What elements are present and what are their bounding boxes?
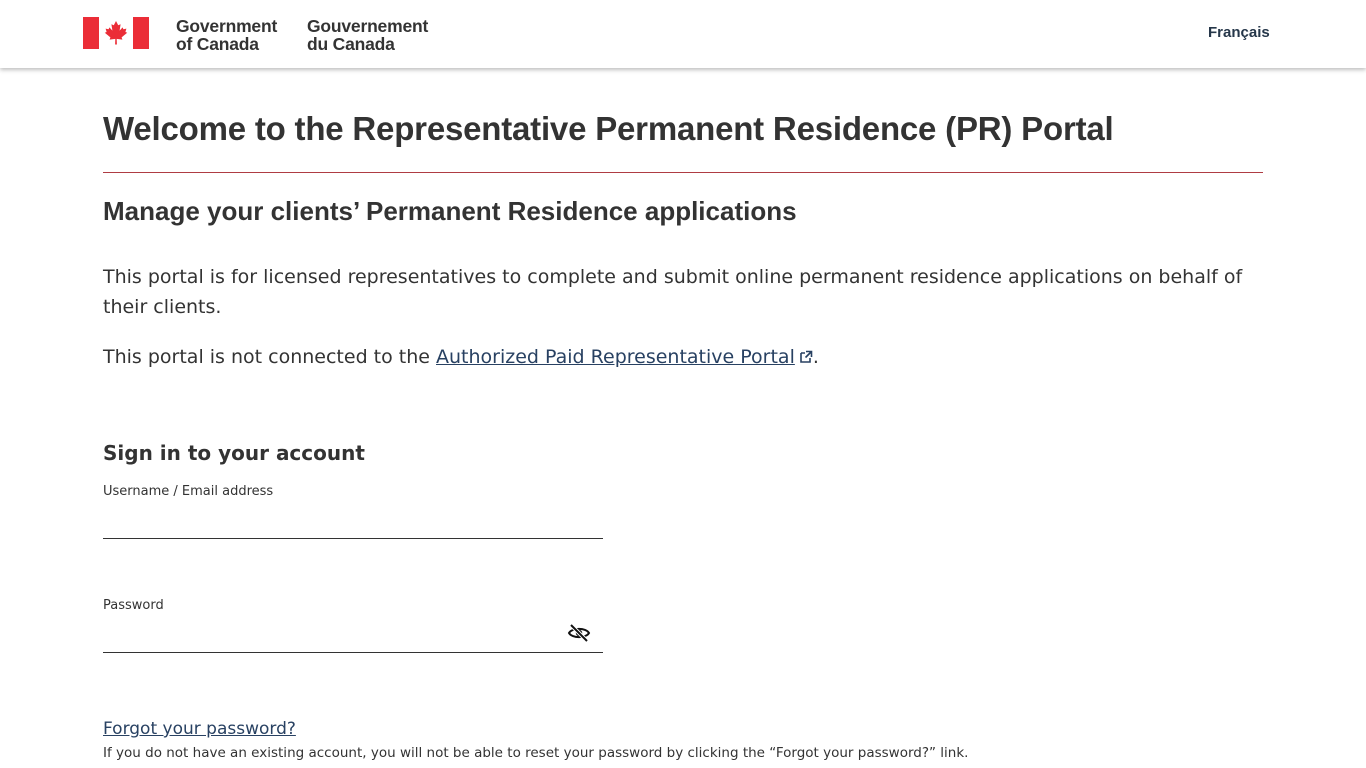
password-label: Password	[103, 598, 164, 613]
wordmark-fr-line1: Gouvernement	[307, 16, 429, 36]
section-title: Manage your clients’ Permanent Residence applications	[103, 196, 797, 226]
external-link-icon	[799, 350, 813, 364]
sign-in-heading: Sign in to your account	[103, 441, 365, 465]
title-divider	[103, 172, 1263, 173]
language-toggle-link[interactable]: Français	[1208, 24, 1270, 41]
apr-link-text: Authorized Paid Representative Portal	[436, 346, 795, 368]
not-connected-suffix: .	[812, 346, 819, 368]
eye-slash-icon[interactable]	[567, 621, 591, 645]
not-connected-prefix: This portal is not connected to the	[103, 346, 437, 368]
forgot-password-link[interactable]: Forgot your password?	[103, 719, 296, 739]
wordmark-french	[307, 17, 447, 53]
site-header	[0, 0, 1366, 68]
password-input[interactable]	[103, 622, 603, 653]
not-connected-paragraph	[103, 342, 819, 372]
wordmark-en-line1: Government	[176, 16, 278, 36]
wordmark-fr-line2: du Canada	[307, 34, 395, 54]
government-of-canada-logo[interactable]	[83, 16, 429, 54]
canada-flag-icon	[83, 17, 149, 49]
forgot-password-note: If you do not have an existing account, you will not be able to reset your password by clicking the “Forgot your password?” link.	[103, 745, 969, 761]
wordmark-english	[176, 17, 296, 53]
username-input[interactable]	[103, 508, 603, 539]
username-label: Username / Email address	[103, 484, 274, 499]
authorized-paid-representative-portal-link[interactable]	[436, 346, 813, 368]
wordmark-en-line2: of Canada	[176, 34, 259, 54]
page-title: Welcome to the Representative Permanent Residence (PR) Portal	[103, 110, 1114, 147]
intro-paragraph: This portal is for licensed representatives to complete and submit online permanent residence applications on behalf of their clients.	[103, 266, 1243, 318]
